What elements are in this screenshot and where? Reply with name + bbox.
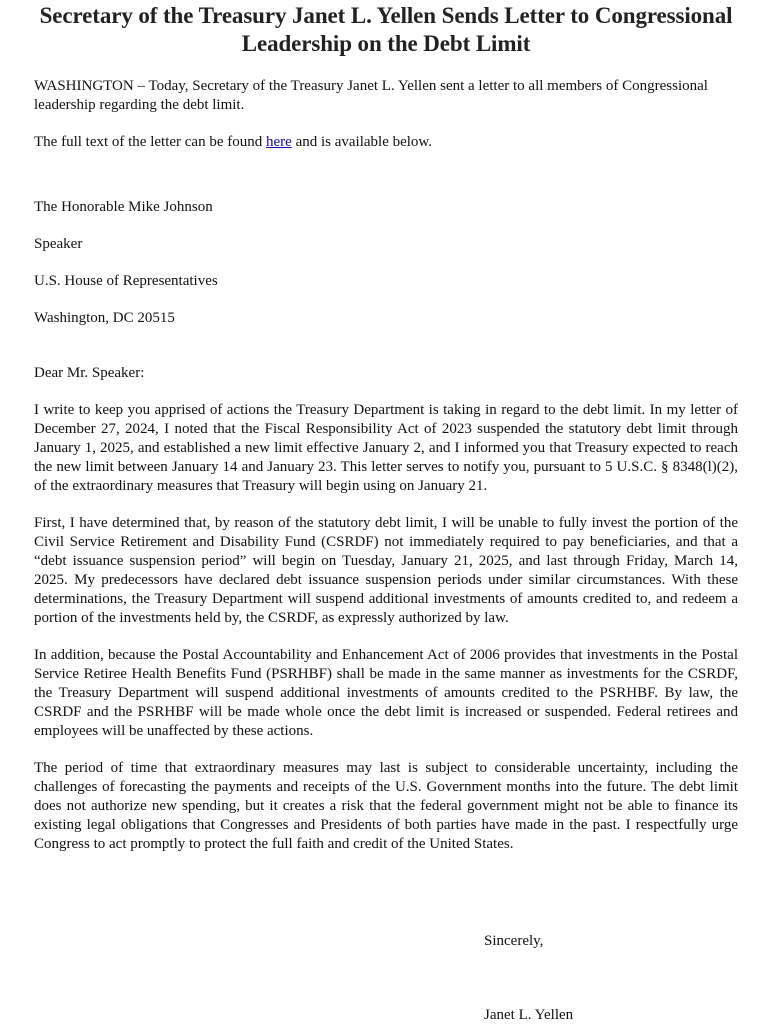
recipient-address	[34, 198, 738, 328]
link-lead-text: The full text of the letter can be found	[34, 134, 266, 150]
body-paragraph: The period of time that extraordinary measures may last is subject to considerable uncertainty, including the challenges of forecasting the payments and receipts of the U.S. Government months into the future. The debt limit does not authorize new spending, but it creates a risk that the federal government might not be able to finance its existing legal obligations that Congresses and Presidents of both parties have made in the past. I respectfully urge Congress to act promptly to protect the full faith and credit of the United States.	[34, 760, 738, 852]
press-release-page	[0, 2, 772, 1023]
letter-link[interactable]: here	[266, 134, 292, 150]
link-trail-text: and is available below.	[291, 134, 433, 150]
page-title: Secretary of the Treasury Janet L. Yellen Sends Letter to Congressional Leadership on the Debt Limit	[39, 3, 733, 56]
body-paragraph: I write to keep you apprised of actions the Treasury Department is taking in regard to the debt limit. In my letter of December 27, 2024, I noted that the Fiscal Responsibility Act of 2023 suspended the statutory debt limit through January 1, 2025, and established a new limit effective January 2, and I informed you that Treasury expected to reach the new limit between January 14 and January 23. This letter serves to notify you, pursuant to 5 U.S.C. § 8348(l)(2), of the extraordinary measures that Treasury will begin using on January 21.	[34, 402, 738, 494]
letter-link-paragraph	[34, 133, 738, 152]
intro-paragraph: WASHINGTON – Today, Secretary of the Treasury Janet L. Yellen sent a letter to all members of Congressional leadership regarding the debt limit.	[34, 78, 708, 113]
salutation: Dear Mr. Speaker:	[34, 365, 145, 381]
recipient-organization: U.S. House of Representatives	[34, 273, 218, 289]
recipient-city: Washington, DC 20515	[34, 310, 175, 326]
body-paragraph: First, I have determined that, by reason of the statutory debt limit, I will be unable to fully invest the portion of the Civil Service Retirement and Disability Fund (CSRDF) not immediately required to pay beneficiaries, and that a “debt issuance suspension period” will begin on Tuesday, January 21, 2025, and last through Friday, March 14, 2025. My predecessors have declared debt issuance suspension periods under similar circumstances. With these determinations, the Treasury Department will suspend additional investments of amounts credited to, and redeem a portion of the investments held by, the CSRDF, as expressly authorized by law.	[34, 515, 738, 626]
body-paragraph: In addition, because the Postal Accountability and Enhancement Act of 2006 provides that investments in the Postal Service Retiree Health Benefits Fund (PSRHBF) shall be made in the same manner as investments for the CSRDF, the Treasury Department will suspend additional investments of amounts credited to the PSRHBF. By law, the CSRDF and the PSRHBF will be made whole once the debt limit is increased or suspended. Federal retirees and employees will be unaffected by these actions.	[34, 647, 738, 739]
letter-body	[34, 401, 738, 854]
recipient-title: Speaker	[34, 236, 83, 252]
recipient-name: The Honorable Mike Johnson	[34, 199, 213, 215]
closing: Sincerely,	[484, 933, 544, 949]
signature: Janet L. Yellen	[484, 1007, 574, 1023]
